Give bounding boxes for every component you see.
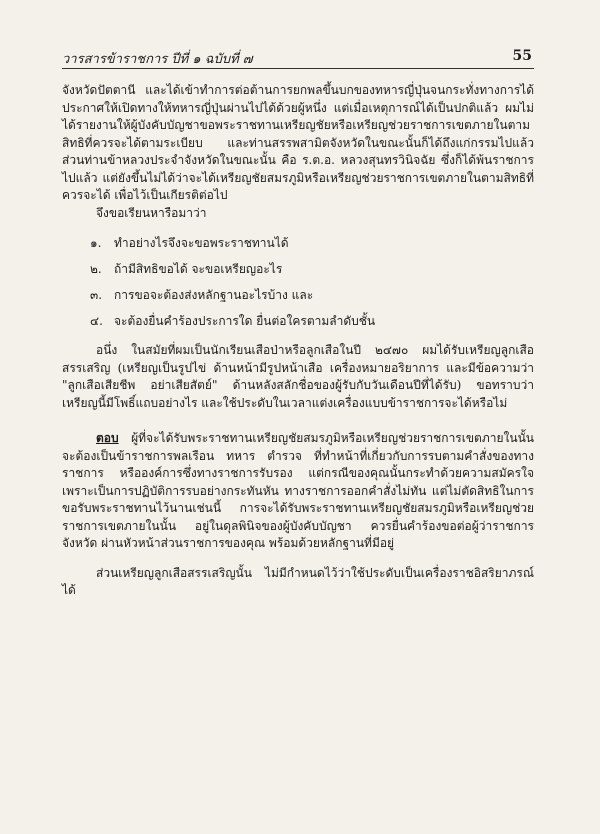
list-item-text: ทำอย่างไรจึงจะขอพระราชทานได้: [114, 236, 289, 250]
header-rule: [62, 68, 534, 69]
list-item-number: ๑.: [90, 236, 102, 250]
question-list: [90, 230, 534, 334]
paragraph-4: ส่วนเหรียญลูกเสือสรรเสริญนั้น ไม่มีกำหนดไว้ว่าใช้ประดับเป็นเครื่องราชอิสริยาภรณ์ได้: [62, 565, 534, 597]
list-item-text: จะต้องยื่นคำร้องประการใด ยื่นต่อใครตามลำดับชั้น: [114, 314, 376, 328]
list-item-number: ๔.: [90, 314, 103, 328]
list-item-number: ๒.: [90, 262, 102, 276]
question-lead: จึงขอเรียนหารือมาว่า: [96, 205, 207, 220]
list-item: [90, 256, 534, 282]
list-item: [90, 308, 534, 334]
journal-title: วารสารข้าราชการ ปีที่ ๑ ฉบับที่ ๗: [62, 52, 253, 67]
answer-text: ผู้ที่จะได้รับพระราชทานเหรียญชัยสมรภูมิหรือเหรียญช่วยราชการเขตภายในนั้นจะต้องเป็นข้าราชการพลเรือน ทหาร ตำรวจ ที่ทำหน้าที่เกี่ยวกับการรบตามคำสั่งของทางราชการ หรือองค์การซึ่งทางราชการรับรอง แต่กรณีของคุณนั้นกระทำด้วยความสมัครใจ เพราะเป็นการปฏิบัติการรบอย่างกระทันหัน ทางราชการออกคำสั่งไม่ทัน แต่ไม่ตัดสิทธิในการขอรับพระราชทานไว้นานเช่นนี้ การจะได้รับพระราชทานเหรียญชัยสมรภูมิหรือเหรียญช่วยราชการเขตภายในนั้น อยู่ในดุลพินิจของผู้บังคับบัญชา ควรยื่นคำร้องขอต่อผู้ว่าราชการจังหวัด ผ่านหัวหน้าส่วนราชการของคุณ พร้อมด้วยหลักฐานที่มีอยู่: [62, 431, 534, 550]
list-item: [90, 230, 534, 256]
answer-paragraph: [62, 430, 534, 553]
page-number: 55: [512, 48, 532, 64]
answer-label: ตอบ: [96, 431, 119, 445]
list-item: [90, 282, 534, 308]
page-header: [62, 48, 532, 70]
paragraph-2: อนึ่ง ในสมัยที่ผมเป็นนักเรียนเสือป่าหรือลูกเสือในปี ๒๔๗๐ ผมได้รับเหรียญลูกเสือสรรเสริญ (เหรียญเป็นรูปไข่ ด้านหน้ามีรูปหน้าเสือ เครื่องหมายอริยาการ และมีข้อความว่า "ลูกเสือเสียชีพ อย่าเสียสัตย์" ด้านหลังสลักชื่อของผู้รับกับวันเดือนปีที่ได้รับ) ขอทราบว่าเหรียญนี้มีโพธิ์แถบอย่างไร และใช้ประดับในเวลาแต่งเครื่องแบบข้าราชการจะได้หรือไม่: [62, 343, 534, 410]
document-body: [62, 82, 534, 600]
list-item-text: การขอจะต้องส่งหลักฐานอะไรบ้าง และ: [114, 288, 314, 302]
paragraph-1: จังหวัดปัตตานี และได้เข้าทำการต่อต้านการยกพลขึ้นบกของทหารญี่ปุ่นจนกระทั่งทางการได้ประกาศให้เปิดทางให้ทหารญี่ปุ่นผ่านไปได้ด้วยผู้หนึ่ง แต่เมื่อเหตุการณ์ได้เป็นปกติแล้ว ผมไม่ได้รายงานให้ผู้บังคับบัญชาขอพระราชทานเหรียญชัยหรือเหรียญช่วยราชการเขตภายในตามสิทธิที่ควรจะได้ตามระเบียบ และท่านสรรพสามิตจังหวัดในขณะนั้นก็ได้ถึงแก่กรรมไปแล้ว ส่วนท่านข้าหลวงประจำจังหวัดในขณะนั้น คือ ร.ต.อ. หลวงสุนทรวินิจฉัย ซึ่งก็ได้พ้นราชการไปแล้ว แต่ยังขึ้นไม่ได้ว่าจะได้เหรียญชัยสมรภูมิหรือเหรียญช่วยราชการเขตภายในตามสิทธิที่ควรจะได้ เพื่อไว้เป็นเกียรติต่อไป: [62, 83, 534, 202]
list-item-number: ๓.: [90, 288, 103, 302]
list-item-text: ถ้ามีสิทธิขอได้ จะขอเหรียญอะไร: [114, 262, 283, 276]
